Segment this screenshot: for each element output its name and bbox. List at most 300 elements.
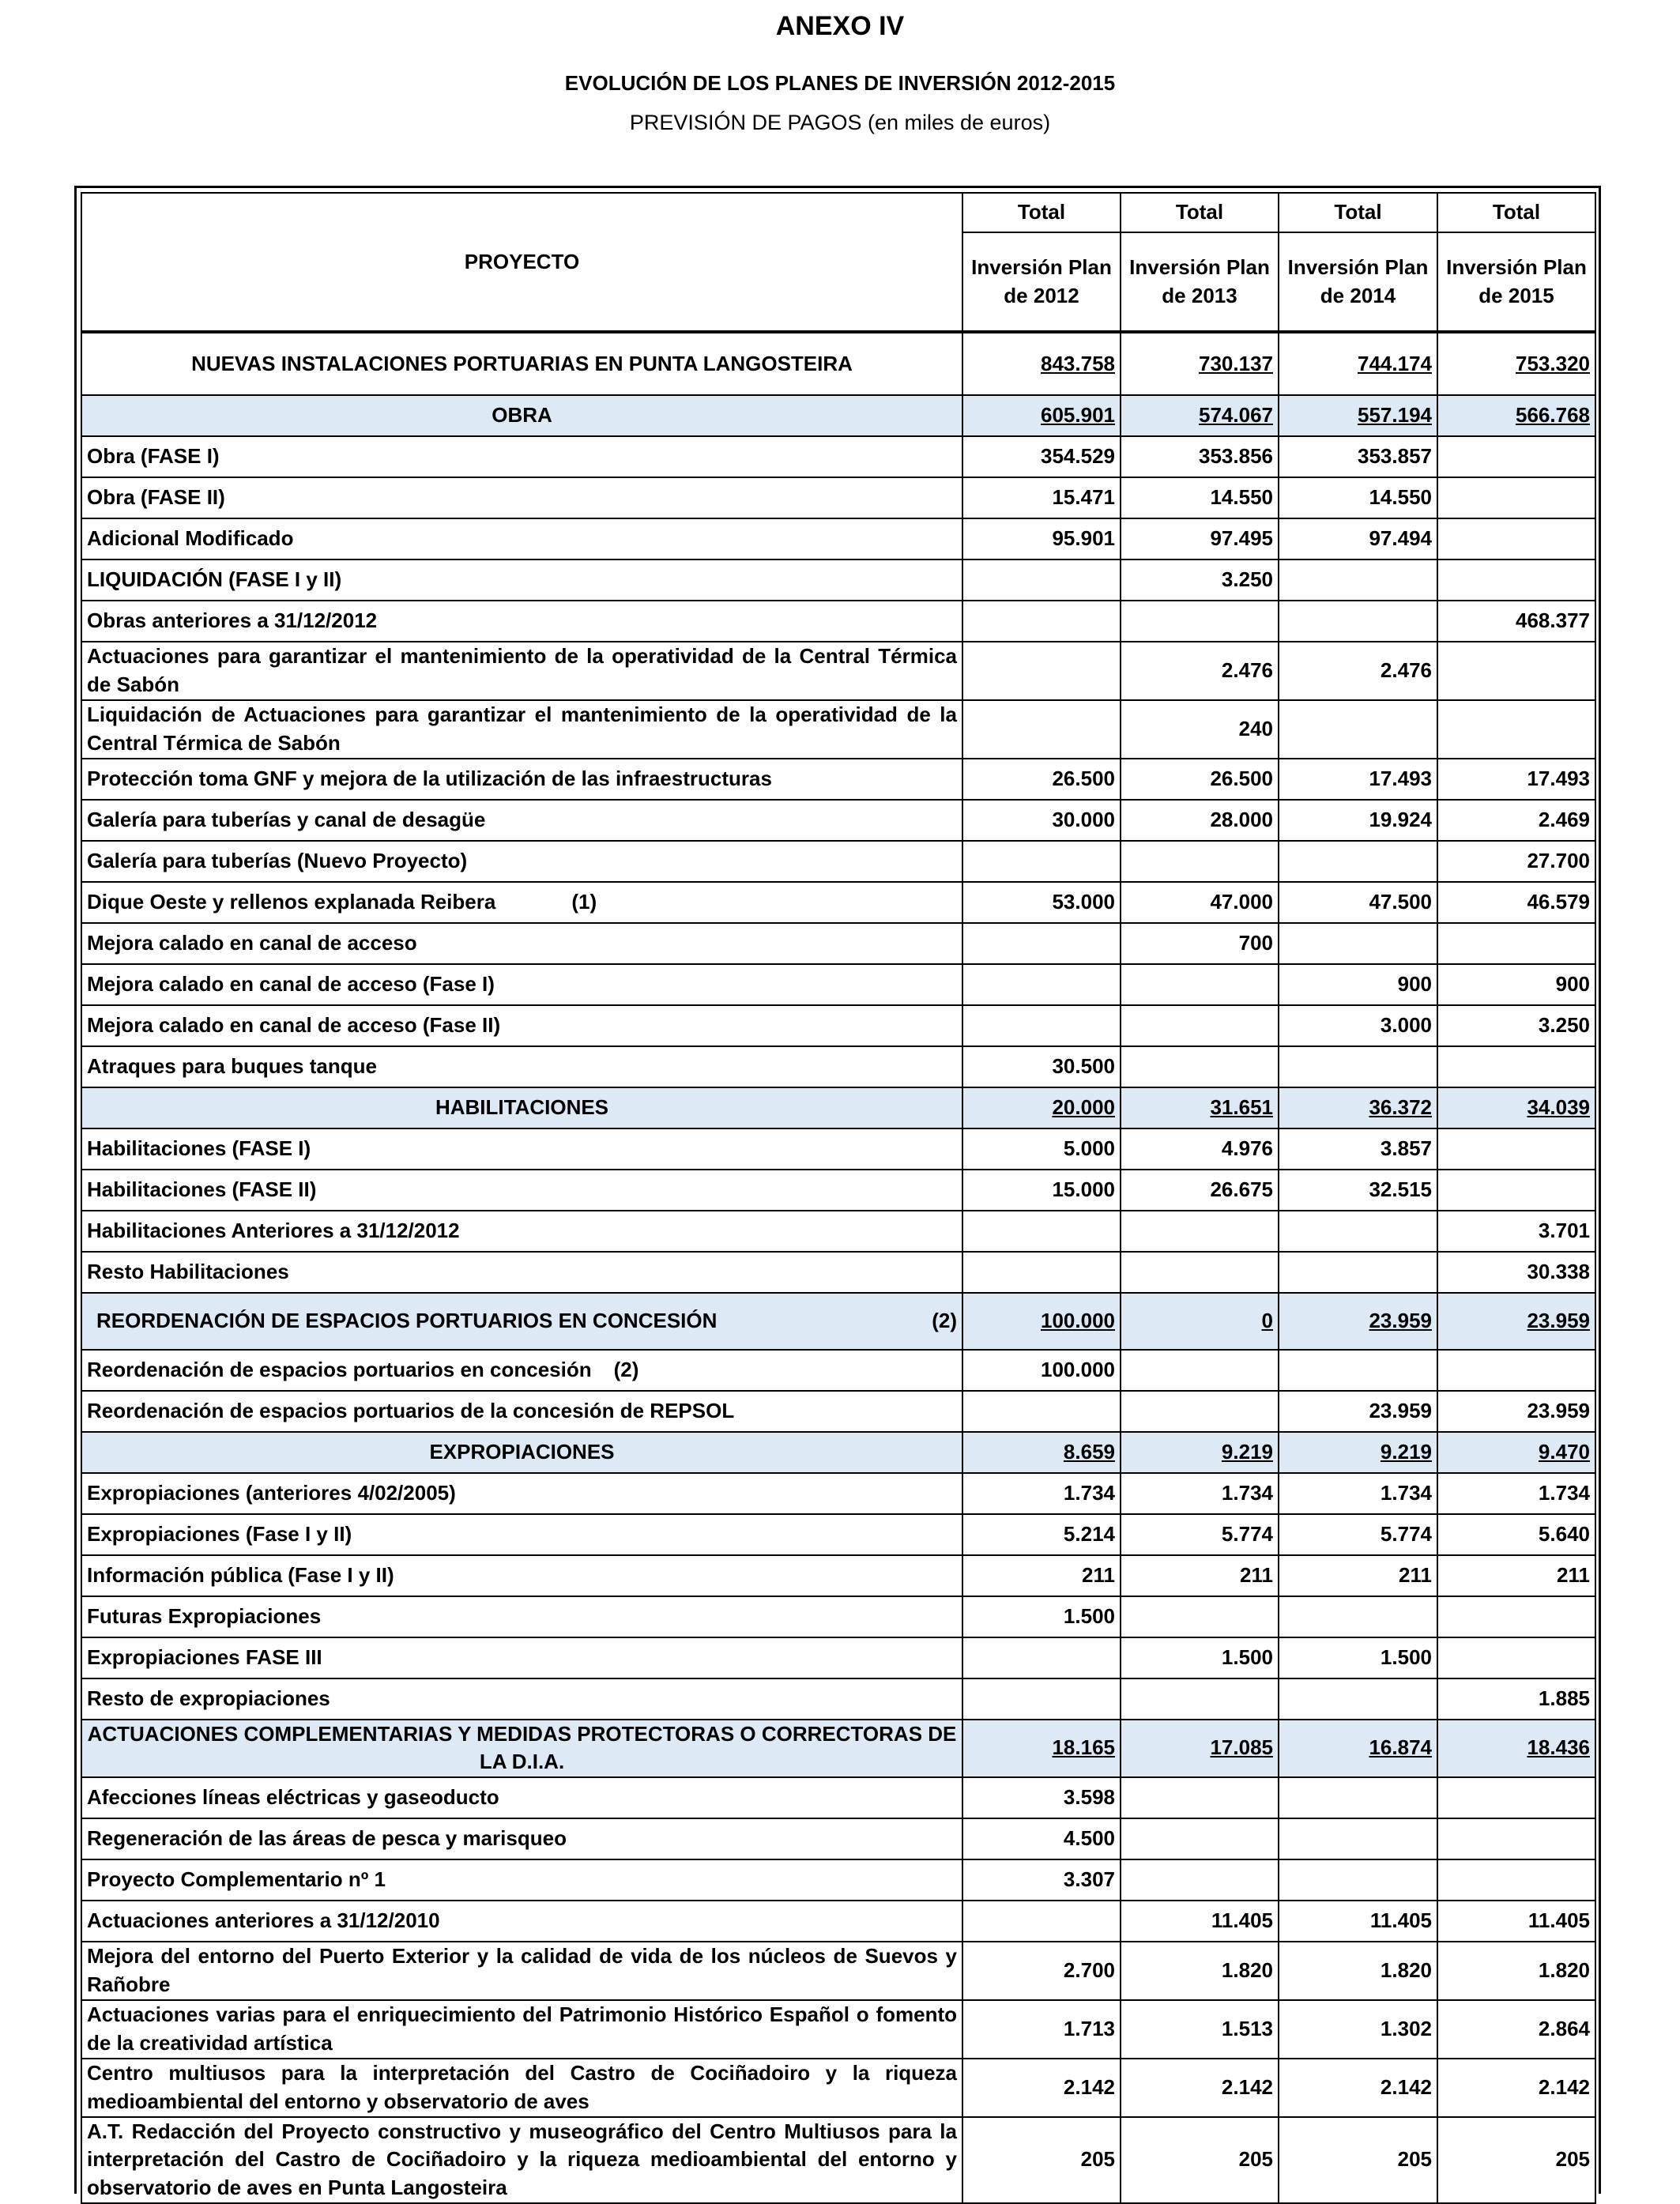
row-label-cell	[81, 1596, 962, 1637]
cell-value: 843.758	[1041, 351, 1115, 375]
value-cell-2013	[1121, 1901, 1279, 1942]
value-cell-2012	[962, 1293, 1121, 1350]
row-label: Actuaciones varias para el enriquecimiento del Patrimonio Histórico Español o fomento de la creatividad artística	[87, 2002, 957, 2055]
cell-value: 205	[1080, 2147, 1115, 2172]
cell-value: 15.000	[1052, 1177, 1115, 1201]
cell-value: 353.856	[1199, 444, 1273, 469]
cell-value: 97.494	[1369, 526, 1432, 551]
row-label-cell	[81, 700, 962, 759]
value-cell-2015	[1437, 759, 1595, 800]
value-cell-2012	[962, 1128, 1121, 1170]
cell-value: 30.000	[1052, 807, 1115, 831]
cell-value: 744.174	[1358, 351, 1432, 375]
value-cell-2015	[1437, 2117, 1595, 2204]
row-note: (1)	[571, 889, 597, 914]
row-label-cell	[81, 1087, 962, 1128]
value-cell-2012	[962, 800, 1121, 841]
row-label: Actuaciones para garantizar el mantenimiento de la operatividad de la Central Térmica de Sabón	[87, 644, 957, 696]
value-cell-2012	[962, 1046, 1121, 1087]
cell-value: 17.493	[1527, 766, 1590, 790]
value-cell-2015	[1437, 2059, 1595, 2117]
row-label: Resto Habilitaciones	[87, 1259, 289, 1283]
value-cell-2014	[1279, 1293, 1437, 1350]
value-cell-2014	[1279, 1901, 1437, 1942]
row-label-cell	[81, 1170, 962, 1211]
cell-value: 900	[1555, 971, 1590, 996]
row-label: Obra (FASE II)	[87, 485, 225, 510]
table-row	[81, 1087, 1595, 1128]
value-cell-2014	[1279, 800, 1437, 841]
cell-value: 23.959	[1527, 1308, 1590, 1332]
value-cell-2012	[962, 1211, 1121, 1252]
value-cell-2012	[962, 518, 1121, 559]
cell-value: 27.700	[1527, 848, 1590, 872]
value-cell-2013	[1121, 964, 1279, 1005]
value-cell-2013	[1121, 2059, 1279, 2117]
cell-value: 32.515	[1369, 1177, 1432, 1201]
cell-value: 353.857	[1358, 444, 1432, 469]
value-cell-2014	[1279, 1128, 1437, 1170]
cell-value: 1.885	[1538, 1686, 1590, 1710]
row-label: Mejora calado en canal de acceso (Fase I)	[87, 971, 495, 996]
cell-value: 17.493	[1369, 766, 1432, 790]
cell-value: 211	[1399, 1562, 1432, 1587]
value-cell-2013	[1121, 1555, 1279, 1596]
table-row	[81, 964, 1595, 1005]
cell-value: 1.820	[1221, 1958, 1273, 1983]
cell-value: 53.000	[1052, 889, 1115, 914]
value-cell-2012	[962, 1596, 1121, 1637]
header-plan-2012: Inversión Plan de 2012	[962, 232, 1121, 332]
value-cell-2012	[962, 1005, 1121, 1046]
value-cell-2015	[1437, 1514, 1595, 1555]
value-cell-2012	[962, 1170, 1121, 1211]
value-cell-2012	[962, 841, 1121, 882]
cell-value: 1.302	[1380, 2016, 1432, 2040]
row-label-cell	[81, 332, 962, 395]
table-row	[81, 1678, 1595, 1720]
value-cell-2014	[1279, 1046, 1437, 1087]
value-cell-2012	[962, 395, 1121, 436]
value-cell-2012	[962, 642, 1121, 700]
row-label-cell	[81, 1473, 962, 1514]
table-row	[81, 923, 1595, 964]
cell-value: 3.307	[1063, 1867, 1115, 1892]
row-label: Dique Oeste y rellenos explanada Reibera	[87, 889, 496, 914]
value-cell-2014	[1279, 518, 1437, 559]
value-cell-2014	[1279, 1252, 1437, 1293]
cell-value: 4.500	[1063, 1826, 1115, 1851]
cell-value: 205	[1555, 2147, 1590, 2172]
row-label-cell	[81, 1514, 962, 1555]
value-cell-2013	[1121, 642, 1279, 700]
value-cell-2012	[962, 601, 1121, 642]
value-cell-2014	[1279, 1596, 1437, 1637]
cell-value: 1.500	[1221, 1645, 1273, 1669]
value-cell-2012	[962, 1087, 1121, 1128]
value-cell-2014	[1279, 1350, 1437, 1391]
table-header-row-total	[81, 193, 1595, 232]
cell-value: 15.471	[1052, 485, 1115, 510]
cell-value: 2.142	[1538, 2074, 1590, 2099]
value-cell-2013	[1121, 1170, 1279, 1211]
value-cell-2013	[1121, 841, 1279, 882]
value-cell-2015	[1437, 1005, 1595, 1046]
value-cell-2014	[1279, 642, 1437, 700]
table-row	[81, 1720, 1595, 1778]
cell-value: 26.500	[1210, 766, 1273, 790]
cell-value: 31.651	[1210, 1094, 1273, 1119]
cell-value: 5.000	[1063, 1136, 1115, 1160]
table-row	[81, 882, 1595, 923]
row-label: Habilitaciones (FASE I)	[87, 1136, 311, 1160]
row-label-cell	[81, 1293, 962, 1350]
row-label: Afecciones líneas eléctricas y gaseoducto	[87, 1785, 499, 1810]
value-cell-2014	[1279, 601, 1437, 642]
cell-value: 5.640	[1538, 1521, 1590, 1546]
cell-value: 1.734	[1380, 1480, 1432, 1505]
table-row	[81, 601, 1595, 642]
value-cell-2014	[1279, 559, 1437, 601]
value-cell-2015	[1437, 841, 1595, 882]
value-cell-2014	[1279, 841, 1437, 882]
value-cell-2015	[1437, 642, 1595, 700]
cell-value: 3.701	[1538, 1218, 1590, 1242]
value-cell-2013	[1121, 1859, 1279, 1901]
value-cell-2014	[1279, 1555, 1437, 1596]
row-label: Obra (FASE I)	[87, 444, 220, 469]
value-cell-2012	[962, 1859, 1121, 1901]
table-row	[81, 1350, 1595, 1391]
value-cell-2012	[962, 882, 1121, 923]
row-label: Liquidación de Actuaciones para garantizar el mantenimiento de la operatividad de la Central Térmica de Sabón	[87, 702, 957, 755]
value-cell-2012	[962, 2117, 1121, 2204]
table-row	[81, 759, 1595, 800]
value-cell-2014	[1279, 1942, 1437, 2000]
table-row	[81, 1046, 1595, 1087]
value-cell-2013	[1121, 332, 1279, 395]
row-label-cell	[81, 642, 962, 700]
value-cell-2015	[1437, 1818, 1595, 1859]
cell-value: 2.476	[1380, 657, 1432, 682]
value-cell-2015	[1437, 2000, 1595, 2059]
cell-value: 730.137	[1199, 351, 1273, 375]
cell-value: 46.579	[1527, 889, 1590, 914]
value-cell-2014	[1279, 1473, 1437, 1514]
table-row	[81, 332, 1595, 395]
value-cell-2014	[1279, 882, 1437, 923]
row-label: Reordenación de espacios portuarios en concesión	[87, 1357, 592, 1381]
value-cell-2013	[1121, 759, 1279, 800]
cell-value: 211	[1240, 1562, 1273, 1587]
value-cell-2012	[962, 1942, 1121, 2000]
value-cell-2012	[962, 1350, 1121, 1391]
value-cell-2012	[962, 1720, 1121, 1778]
value-cell-2014	[1279, 700, 1437, 759]
row-label: Expropiaciones (Fase I y II)	[87, 1521, 352, 1546]
cell-value: 2.469	[1538, 807, 1590, 831]
row-label: HABILITACIONES	[435, 1094, 609, 1119]
cell-value: 14.550	[1369, 485, 1432, 510]
cell-value: 1.734	[1221, 1480, 1273, 1505]
table-row	[81, 1637, 1595, 1678]
row-label-cell	[81, 2059, 962, 2117]
row-label-cell	[81, 882, 962, 923]
cell-value: 23.959	[1369, 1398, 1432, 1422]
table-row	[81, 395, 1595, 436]
table-row	[81, 559, 1595, 601]
value-cell-2012	[962, 1432, 1121, 1473]
table-row	[81, 1473, 1595, 1514]
value-cell-2015	[1437, 923, 1595, 964]
cell-value: 100.000	[1041, 1357, 1115, 1381]
cell-value: 3.857	[1380, 1136, 1432, 1160]
value-cell-2013	[1121, 1596, 1279, 1637]
value-cell-2013	[1121, 1637, 1279, 1678]
value-cell-2015	[1437, 332, 1595, 395]
table-row	[81, 642, 1595, 700]
cell-value: 1.713	[1063, 2016, 1115, 2040]
value-cell-2013	[1121, 395, 1279, 436]
value-cell-2015	[1437, 1942, 1595, 2000]
row-label: Información pública (Fase I y II)	[87, 1562, 394, 1587]
value-cell-2014	[1279, 1170, 1437, 1211]
row-label-cell	[81, 1350, 962, 1391]
header-total-2013: Total	[1121, 193, 1279, 232]
row-label: Mejora calado en canal de acceso (Fase II)	[87, 1012, 501, 1037]
row-label: Expropiaciones (anteriores 4/02/2005)	[87, 1480, 456, 1505]
cell-value: 205	[1238, 2147, 1273, 2172]
value-cell-2013	[1121, 436, 1279, 477]
value-cell-2013	[1121, 800, 1279, 841]
row-label: Proyecto Complementario nº 1	[87, 1867, 386, 1892]
value-cell-2015	[1437, 700, 1595, 759]
row-label: OBRA	[492, 403, 552, 428]
value-cell-2015	[1437, 1859, 1595, 1901]
value-cell-2015	[1437, 601, 1595, 642]
table-row	[81, 1555, 1595, 1596]
row-label: Protección toma GNF y mejora de la utilización de las infraestructuras	[87, 766, 772, 790]
cell-value: 574.067	[1199, 403, 1273, 428]
value-cell-2014	[1279, 436, 1437, 477]
header-total-2014: Total	[1279, 193, 1437, 232]
cell-value: 1.734	[1538, 1480, 1590, 1505]
value-cell-2015	[1437, 1128, 1595, 1170]
value-cell-2012	[962, 559, 1121, 601]
document-title: ANEXO IV	[775, 11, 905, 41]
cell-value: 2.142	[1221, 2074, 1273, 2099]
value-cell-2015	[1437, 1473, 1595, 1514]
table-row	[81, 1596, 1595, 1637]
cell-value: 36.372	[1369, 1094, 1432, 1119]
cell-value: 47.000	[1210, 889, 1273, 914]
row-label: Galería para tuberías (Nuevo Proyecto)	[87, 848, 468, 872]
value-cell-2013	[1121, 2117, 1279, 2204]
cell-value: 3.250	[1538, 1012, 1590, 1037]
cell-value: 1.820	[1380, 1958, 1432, 1983]
row-label-cell	[81, 1432, 962, 1473]
row-label: REORDENACIÓN DE ESPACIOS PORTUARIOS EN CONCESIÓN	[96, 1308, 718, 1332]
row-label-cell	[81, 436, 962, 477]
table-row	[81, 1211, 1595, 1252]
value-cell-2012	[962, 1555, 1121, 1596]
value-cell-2012	[962, 1678, 1121, 1720]
table-row	[81, 1942, 1595, 2000]
table-row	[81, 477, 1595, 518]
cell-value: 97.495	[1210, 526, 1273, 551]
value-cell-2015	[1437, 1252, 1595, 1293]
row-label: Mejora del entorno del Puerto Exterior y la calidad de vida de los núcleos de Suevos y Rañobre	[87, 1944, 957, 1997]
row-label-cell	[81, 1555, 962, 1596]
cell-value: 2.864	[1538, 2016, 1590, 2040]
value-cell-2015	[1437, 1720, 1595, 1778]
row-label-cell	[81, 841, 962, 882]
value-cell-2013	[1121, 1720, 1279, 1778]
cell-value: 30.500	[1052, 1053, 1115, 1078]
value-cell-2013	[1121, 559, 1279, 601]
row-label: NUEVAS INSTALACIONES PORTUARIAS EN PUNTA LANGOSTEIRA	[191, 351, 853, 375]
row-label-cell	[81, 2117, 962, 2204]
value-cell-2014	[1279, 1087, 1437, 1128]
value-cell-2014	[1279, 759, 1437, 800]
value-cell-2015	[1437, 1046, 1595, 1087]
value-cell-2012	[962, 2000, 1121, 2059]
cell-value: 47.500	[1369, 889, 1432, 914]
cell-value: 17.085	[1210, 1735, 1273, 1760]
value-cell-2013	[1121, 1046, 1279, 1087]
row-label: ACTUACIONES COMPLEMENTARIAS Y MEDIDAS PROTECTORAS O CORRECTORAS DE LA D.I.A.	[87, 1721, 957, 1774]
cell-value: 1.820	[1538, 1958, 1590, 1983]
table-row	[81, 1859, 1595, 1901]
table-row	[81, 841, 1595, 882]
row-label-cell	[81, 1005, 962, 1046]
row-label: Centro multiusos para la interpretación del Castro de Cociñadoiro y la riqueza medioambiental del entorno y observatorio de aves	[87, 2060, 957, 2113]
value-cell-2014	[1279, 1005, 1437, 1046]
value-cell-2015	[1437, 518, 1595, 559]
table-row	[81, 1005, 1595, 1046]
cell-value: 18.165	[1052, 1735, 1115, 1760]
value-cell-2012	[962, 759, 1121, 800]
table-row	[81, 518, 1595, 559]
value-cell-2012	[962, 964, 1121, 1005]
value-cell-2013	[1121, 1293, 1279, 1350]
value-cell-2015	[1437, 559, 1595, 601]
value-cell-2015	[1437, 395, 1595, 436]
value-cell-2015	[1437, 1432, 1595, 1473]
table-row	[81, 436, 1595, 477]
value-cell-2015	[1437, 436, 1595, 477]
header-proyecto: PROYECTO	[81, 193, 962, 332]
row-label-cell	[81, 759, 962, 800]
value-cell-2012	[962, 1637, 1121, 1678]
value-cell-2015	[1437, 882, 1595, 923]
cell-value: 3.598	[1063, 1785, 1115, 1810]
value-cell-2014	[1279, 1391, 1437, 1432]
value-cell-2013	[1121, 882, 1279, 923]
cell-value: 1.500	[1063, 1603, 1115, 1628]
row-label-cell	[81, 923, 962, 964]
cell-value: 100.000	[1041, 1308, 1115, 1332]
cell-value: 1.734	[1063, 1480, 1115, 1505]
value-cell-2014	[1279, 2117, 1437, 2204]
row-label: Mejora calado en canal de acceso	[87, 930, 417, 955]
table-row	[81, 1818, 1595, 1859]
cell-value: 2.142	[1380, 2074, 1432, 2099]
value-cell-2013	[1121, 1211, 1279, 1252]
value-cell-2015	[1437, 1777, 1595, 1818]
cell-value: 900	[1397, 971, 1432, 996]
value-cell-2015	[1437, 1293, 1595, 1350]
value-cell-2012	[962, 332, 1121, 395]
value-cell-2015	[1437, 964, 1595, 1005]
value-cell-2013	[1121, 1473, 1279, 1514]
cell-value: 5.774	[1221, 1521, 1273, 1546]
cell-value: 468.377	[1516, 608, 1590, 633]
row-label-cell	[81, 964, 962, 1005]
row-label-cell	[81, 1046, 962, 1087]
table-row	[81, 1252, 1595, 1293]
cell-value: 26.500	[1052, 766, 1115, 790]
cell-value: 4.976	[1221, 1136, 1273, 1160]
row-label-cell	[81, 1211, 962, 1252]
value-cell-2013	[1121, 1391, 1279, 1432]
value-cell-2014	[1279, 923, 1437, 964]
value-cell-2015	[1437, 1087, 1595, 1128]
row-label: Habilitaciones Anteriores a 31/12/2012	[87, 1218, 460, 1242]
row-label: Resto de expropiaciones	[87, 1686, 330, 1710]
cell-value: 566.768	[1516, 403, 1590, 428]
document-subtitle: EVOLUCIÓN DE LOS PLANES DE INVERSIÓN 2012-2015	[564, 71, 1116, 95]
value-cell-2015	[1437, 1555, 1595, 1596]
cell-value: 11.405	[1369, 1908, 1432, 1933]
value-cell-2013	[1121, 1005, 1279, 1046]
value-cell-2012	[962, 2059, 1121, 2117]
row-label: Expropiaciones FASE III	[87, 1645, 322, 1669]
row-label: Obras anteriores a 31/12/2012	[87, 608, 378, 633]
value-cell-2013	[1121, 1350, 1279, 1391]
value-cell-2013	[1121, 1818, 1279, 1859]
header-plan-2013: Inversión Plan de 2013	[1121, 232, 1279, 332]
cell-value: 11.405	[1211, 1908, 1273, 1933]
value-cell-2013	[1121, 518, 1279, 559]
cell-value: 2.700	[1063, 1958, 1115, 1983]
value-cell-2012	[962, 700, 1121, 759]
value-cell-2014	[1279, 1777, 1437, 1818]
cell-value: 9.470	[1538, 1439, 1590, 1464]
value-cell-2014	[1279, 1432, 1437, 1473]
value-cell-2015	[1437, 1637, 1595, 1678]
value-cell-2013	[1121, 1678, 1279, 1720]
cell-value: 23.959	[1369, 1308, 1432, 1332]
table-row	[81, 1293, 1595, 1350]
row-label-cell	[81, 1252, 962, 1293]
row-label: A.T. Redacción del Proyecto constructivo y museográfico del Centro Multiusos para la interpretación del Castro de Cociñadoiro y la riqueza medioambiental del entorno y observatorio de aves en Punta Langosteira	[87, 2119, 957, 2200]
value-cell-2014	[1279, 2059, 1437, 2117]
value-cell-2013	[1121, 1128, 1279, 1170]
cell-value: 0	[1261, 1308, 1273, 1332]
cell-value: 211	[1557, 1562, 1590, 1587]
table-row	[81, 2059, 1595, 2117]
cell-value: 1.500	[1380, 1645, 1432, 1669]
row-label: EXPROPIACIONES	[429, 1439, 615, 1464]
value-cell-2014	[1279, 395, 1437, 436]
value-cell-2012	[962, 436, 1121, 477]
row-note: (2)	[932, 1308, 957, 1332]
table-row	[81, 1128, 1595, 1170]
value-cell-2014	[1279, 332, 1437, 395]
row-label-cell	[81, 1942, 962, 2000]
table-row	[81, 1514, 1595, 1555]
